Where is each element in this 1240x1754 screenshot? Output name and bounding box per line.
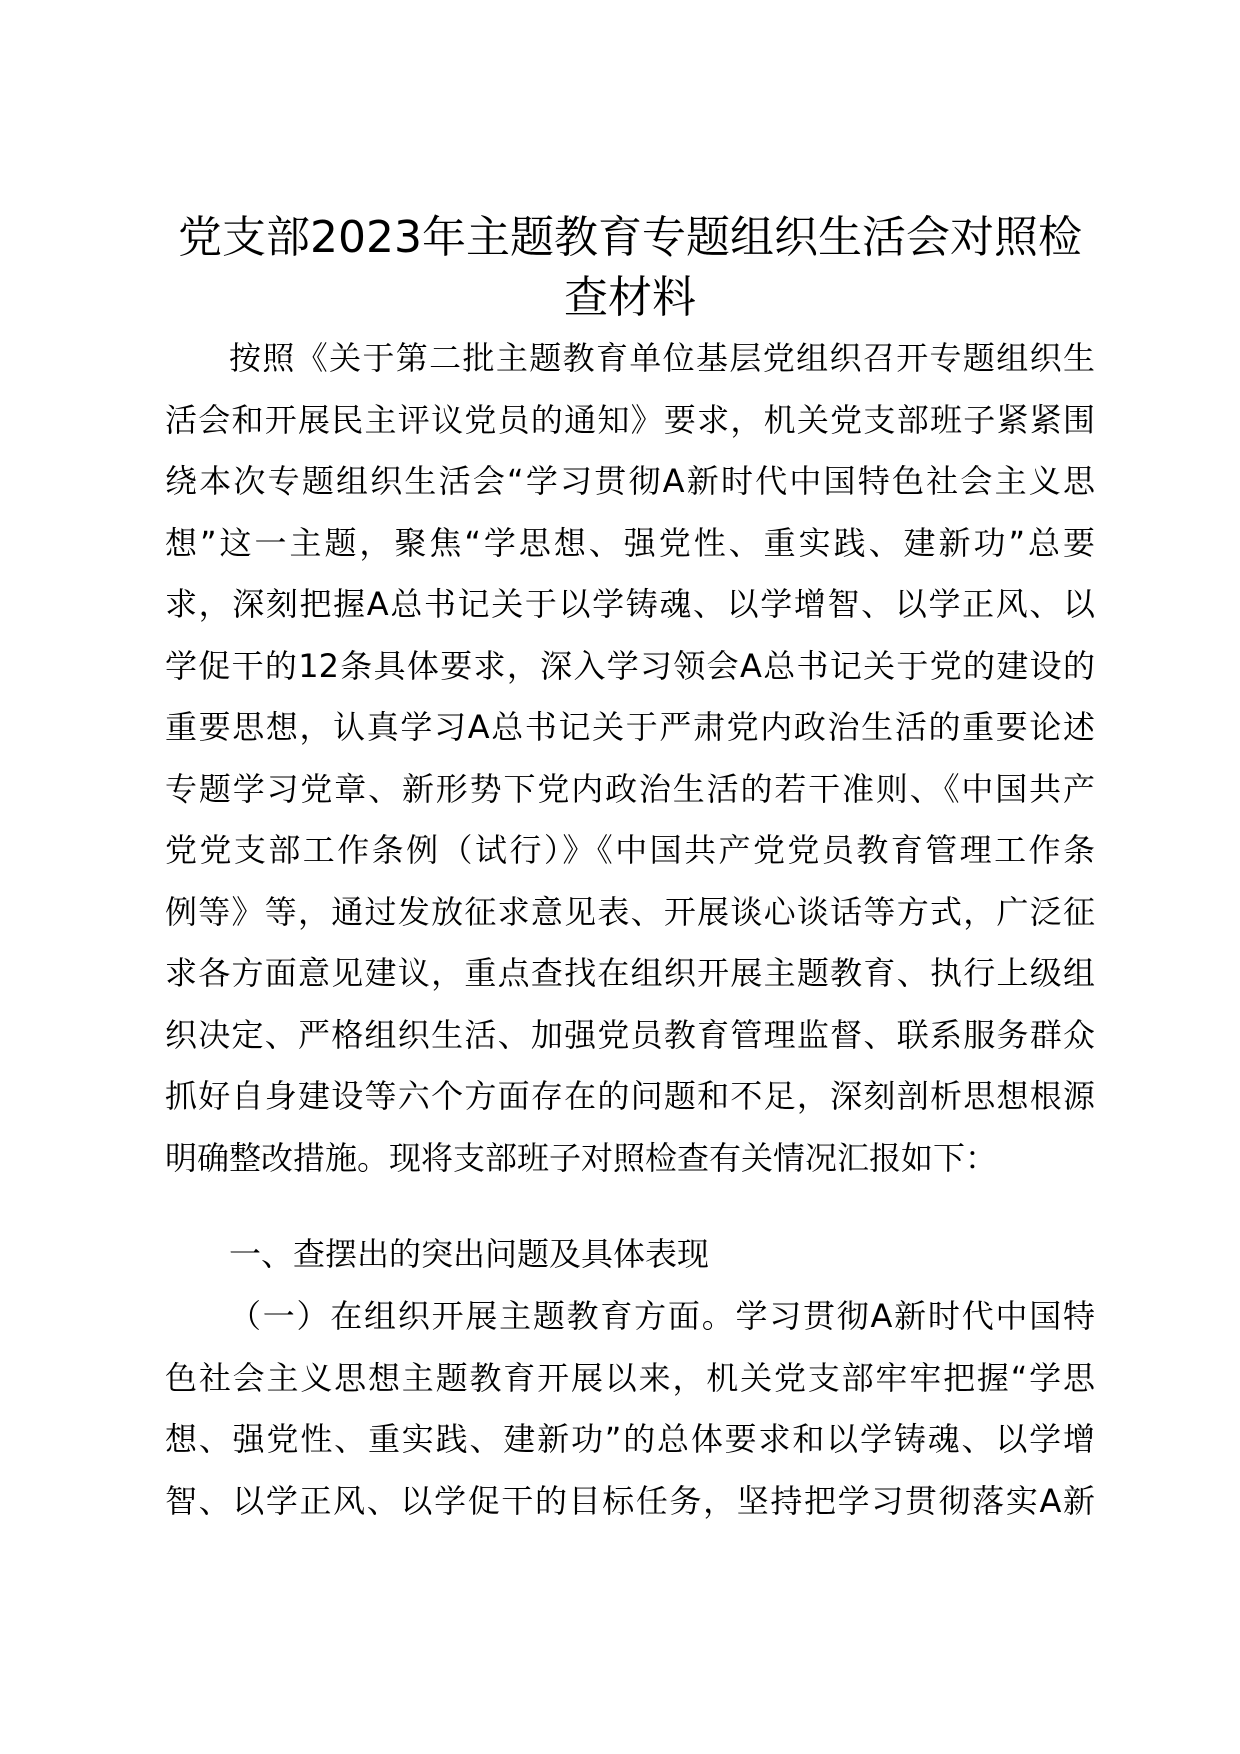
- section-heading: 一、查摆出的突出问题及具体表现: [229, 1235, 710, 1273]
- paragraph-line: 党党支部工作条例（试行）》《中国共产党党员教育管理工作条: [165, 831, 1095, 869]
- paragraph-line: 求，深刻把握A总书记关于以学铸魂、以学增智、以学正风、以: [165, 585, 1095, 623]
- paragraph-line: 想、强党性、重实践、建新功”的总体要求和以学铸魂、以学增: [165, 1420, 1095, 1458]
- document-title: [150, 208, 1110, 328]
- paragraph-line: 抓好自身建设等六个方面存在的问题和不足，深刻剖析思想根源: [165, 1077, 1095, 1115]
- paragraph-line: 例等》等，通过发放征求意见表、开展谈心谈话等方式，广泛征: [165, 892, 1095, 931]
- paragraph-section-1: [165, 1286, 1095, 1532]
- paragraph-line: 织决定、严格组织生活、加强党员教育管理监督、联系服务群众: [165, 1015, 1095, 1054]
- paragraph-line: 学促干的12条具体要求，深入学习领会A总书记关于党的建设的: [165, 646, 1095, 685]
- paragraph-line: 重要思想，认真学习A总书记关于严肃党内政治生活的重要论述: [165, 708, 1095, 746]
- paragraph-line: （一）在组织开展主题教育方面。学习贯彻A新时代中国特: [229, 1297, 1095, 1335]
- paragraph-line: 专题学习党章、新形势下党内政治生活的若干准则、《中国共产: [165, 769, 1095, 808]
- paragraph-line: 求各方面意见建议，重点查找在组织开展主题教育、执行上级组: [165, 954, 1095, 992]
- paragraph-line: 明确整改措施。现将支部班子对照检查有关情况汇报如下：: [165, 1138, 998, 1177]
- paragraph-line: 想”这一主题，聚焦“学思想、强党性、重实践、建新功”总要: [165, 523, 1095, 562]
- paragraph-intro: [165, 328, 1095, 1189]
- paragraph-line: 按照《关于第二批主题教育单位基层党组织召开专题组织生: [229, 339, 1095, 377]
- paragraph-line: 智、以学正风、以学促干的目标任务，坚持把学习贯彻落实A新: [165, 1481, 1095, 1520]
- paragraph-line: 活会和开展民主评议党员的通知》要求，机关党支部班子紧紧围: [165, 400, 1095, 439]
- title-line-2: 查材料: [564, 272, 696, 323]
- paragraph-line: 色社会主义思想主题教育开展以来，机关党支部牢牢把握“学思: [165, 1358, 1095, 1397]
- paragraph-line: 绕本次专题组织生活会“学习贯彻A新时代中国特色社会主义思: [165, 462, 1095, 500]
- title-line-1: 党支部2023年主题教育专题组织生活会对照检: [178, 212, 1082, 263]
